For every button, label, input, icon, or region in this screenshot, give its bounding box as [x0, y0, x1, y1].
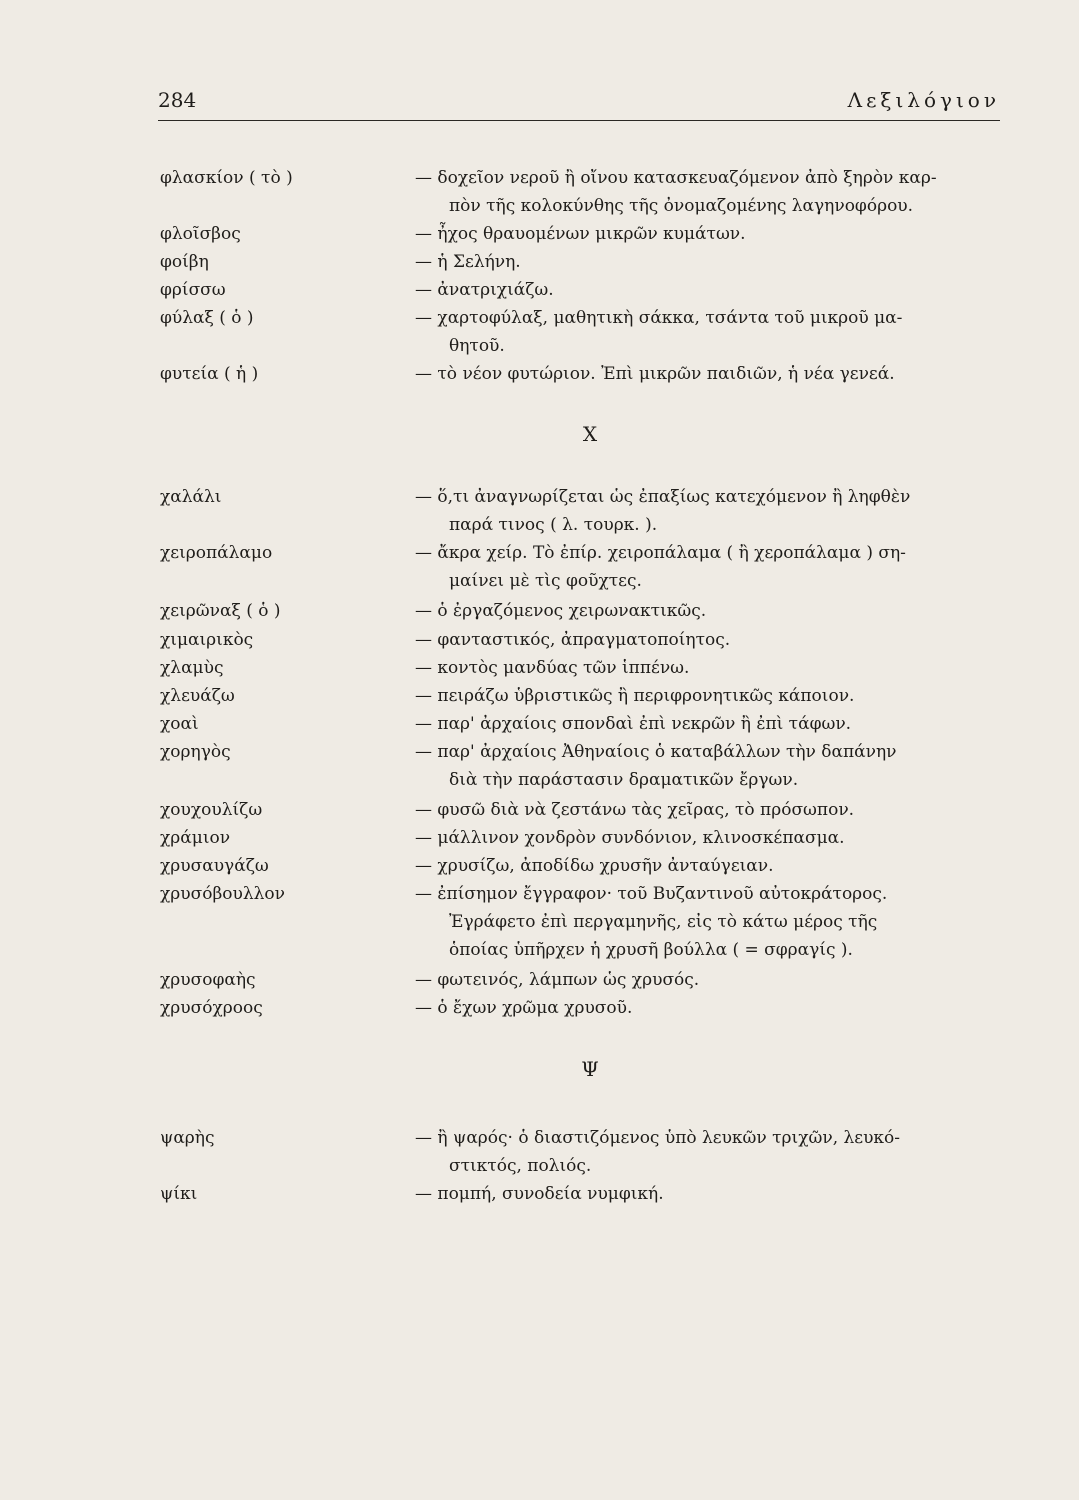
entry-definition: [415, 483, 1002, 539]
definition-line: θητοῦ.: [449, 336, 505, 356]
entry-definition: [415, 880, 1002, 964]
entry-term: φοίβη: [160, 252, 209, 272]
entry-term: χαλάλι: [160, 487, 222, 507]
entry-term: χλαμὺς: [160, 658, 224, 678]
entry-definition: [415, 738, 1002, 794]
section-letter: Ψ: [581, 1057, 599, 1081]
definition-line: πὸν τῆς κολοκύνθης τῆς ὀνομαζομένης λαγηνοφόρου.: [449, 196, 914, 216]
definition-line: — δοχεῖον νεροῦ ἢ οἴνου κατασκευαζόμενον ἀπὸ ξηρὸν καρ-: [415, 168, 937, 188]
entry-definition: [415, 824, 1002, 852]
page-number: 284: [158, 88, 197, 112]
definition-line: — πομπή, συνοδεία νυμφική.: [415, 1184, 664, 1204]
definition-line: — φανταστικός, ἀπραγματοποίητος.: [415, 630, 731, 650]
entry-definition: [415, 654, 1002, 682]
definition-line: — τὸ νέον φυτώριον. Ἐπὶ μικρῶν παιδιῶν, ἡ νέα γενεά.: [415, 364, 895, 384]
entry-term: φύλαξ ( ὁ ): [160, 308, 254, 328]
entry-definition: [415, 710, 1002, 738]
entry-term: φρίσσω: [160, 280, 226, 300]
definition-line: — ἦχος θραυομένων μικρῶν κυμάτων.: [415, 224, 746, 244]
entry-definition: [415, 796, 1002, 824]
definition-line: — ἀνατριχιάζω.: [415, 280, 554, 300]
definition-line: — παρ' ἀρχαίοις Ἀθηναίοις ὁ καταβάλλων τὴν δαπάνην: [415, 742, 897, 762]
entry-term: χράμιον: [160, 828, 231, 848]
entry-definition: [415, 360, 1002, 388]
entry-definition: [415, 164, 1002, 220]
entry-term: φυτεία ( ἡ ): [160, 364, 259, 384]
definition-line: — ὁ ἐργαζόμενος χειρωνακτικῶς.: [415, 601, 707, 621]
entry-term: χορηγὸς: [160, 742, 231, 762]
definition-line: — ἄκρα χείρ. Τὸ ἐπίρ. χειροπάλαμα ( ἢ χεροπάλαμα ) ση-: [415, 543, 906, 563]
entry-definition: [415, 682, 1002, 710]
running-title: Λεξιλόγιον: [847, 88, 1000, 112]
entry-term: χλευάζω: [160, 686, 235, 706]
entry-term: χειρῶναξ ( ὁ ): [160, 601, 281, 621]
entry-term: χιμαιρικὸς: [160, 630, 254, 650]
entry-definition: [415, 852, 1002, 880]
entry-definition: [415, 1124, 1002, 1180]
entry-term: χοαὶ: [160, 714, 199, 734]
definition-line: ὁποίας ὑπῆρχεν ἡ χρυσῆ βούλλα ( = σφραγίς ).: [449, 940, 853, 960]
definition-line: — ὁ ἔχων χρῶμα χρυσοῦ.: [415, 998, 633, 1018]
entry-term: ψαρὴς: [160, 1128, 215, 1148]
definition-line: — φωτεινός, λάμπων ὡς χρυσός.: [415, 970, 700, 990]
entry-term: χρυσόχροος: [160, 998, 263, 1018]
entry-term: χειροπάλαμο: [160, 543, 273, 563]
definition-line: — χαρτοφύλαξ, μαθητικὴ σάκκα, τσάντα τοῦ μικροῦ μα-: [415, 308, 903, 328]
entry-definition: [415, 966, 1002, 994]
definition-line: μαίνει μὲ τὶς φοῦχτες.: [449, 571, 642, 591]
entry-term: χουχουλίζω: [160, 800, 263, 820]
definition-line: — χρυσίζω, ἀποδίδω χρυσῆν ἀνταύγειαν.: [415, 856, 774, 876]
entry-definition: [415, 597, 1002, 625]
entry-definition: [415, 304, 1002, 360]
entry-definition: [415, 994, 1002, 1022]
definition-line: — φυσῶ διὰ νὰ ζεστάνω τὰς χεῖρας, τὸ πρόσωπον.: [415, 800, 855, 820]
definition-line: — κοντὸς μανδύας τῶν ἱππένω.: [415, 658, 690, 678]
definition-line: — πειράζω ὑβριστικῶς ἢ περιφρονητικῶς κάποιον.: [415, 686, 855, 706]
definition-line: — ἐπίσημον ἔγγραφον· τοῦ Βυζαντινοῦ αὐτοκράτορος.: [415, 884, 888, 904]
entry-term: ψίκι: [160, 1184, 198, 1204]
entry-term: χρυσόβουλλον: [160, 884, 285, 904]
definition-line: Ἐγράφετο ἐπὶ περγαμηνῆς, εἰς τὸ κάτω μέρος τῆς: [449, 912, 878, 932]
entry-term: φλοῖσβος: [160, 224, 241, 244]
definition-line: — ἢ ψαρός· ὁ διαστιζόμενος ὑπὸ λευκῶν τριχῶν, λευκό-: [415, 1128, 901, 1148]
entry-definition: [415, 248, 1002, 276]
section-letter: Χ: [582, 422, 598, 446]
definition-line: — μάλλινον χονδρὸν συνδόνιον, κλινοσκέπασμα.: [415, 828, 845, 848]
entry-definition: [415, 220, 1002, 248]
entry-term: χρυσαυγάζω: [160, 856, 269, 876]
definition-line: — παρ' ἀρχαίοις σπονδαὶ ἐπὶ νεκρῶν ἢ ἐπὶ τάφων.: [415, 714, 852, 734]
entry-definition: [415, 539, 1002, 595]
entry-definition: [415, 276, 1002, 304]
definition-line: παρά τινος ( λ. τουρκ. ).: [449, 515, 658, 535]
definition-line: διὰ τὴν παράστασιν δραματικῶν ἔργων.: [449, 770, 799, 790]
definition-line: — ἡ Σελήνη.: [415, 252, 521, 272]
entry-term: φλασκίον ( τὸ ): [160, 168, 293, 188]
entry-definition: [415, 1180, 1002, 1208]
entry-definition: [415, 626, 1002, 654]
definition-line: — ὅ,τι ἀναγνωρίζεται ὡς ἐπαξίως κατεχόμενον ἢ ληφθὲν: [415, 487, 911, 507]
definition-line: στικτός, πολιός.: [449, 1156, 592, 1176]
entry-term: χρυσοφαὴς: [160, 970, 256, 990]
